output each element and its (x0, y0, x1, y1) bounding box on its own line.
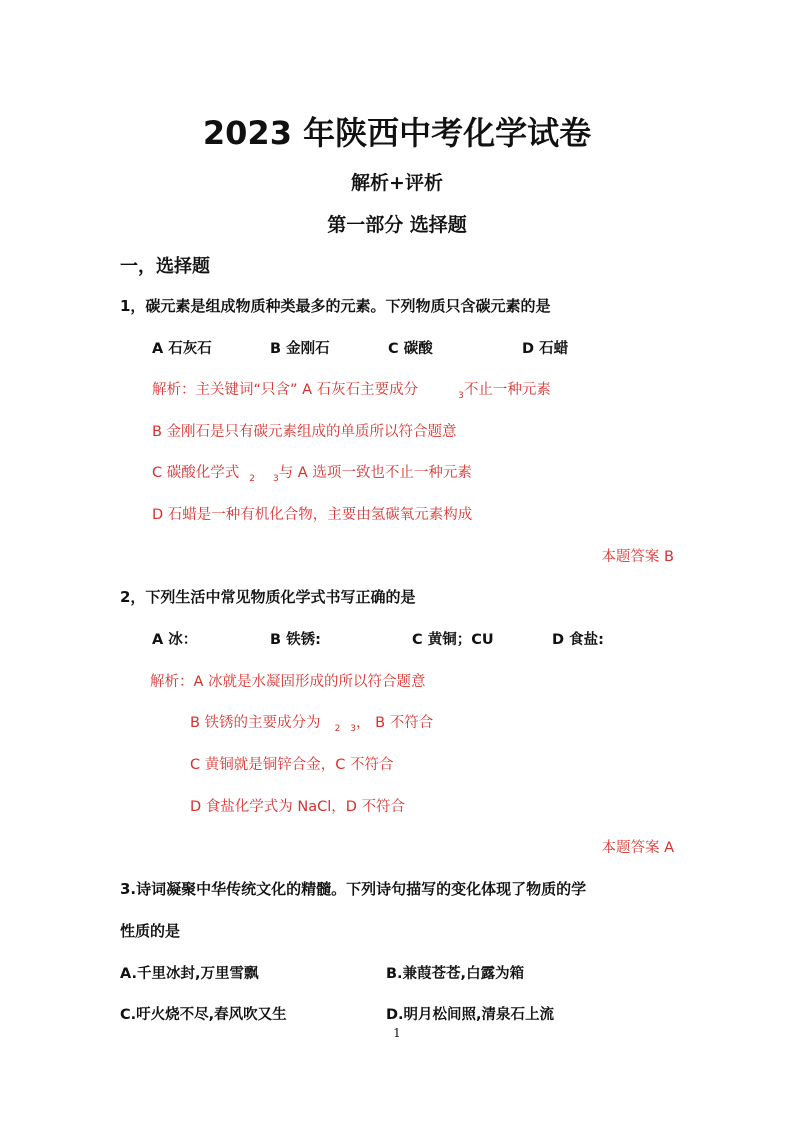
question-1-stem: 1，碳元素是组成物质种类最多的元素。下列物质只含碳元素的是 (120, 297, 551, 315)
question-3-option-c: C.吁火烧不尽,春风吹又生 (120, 1007, 287, 1023)
subscript-2: 2 (249, 474, 255, 484)
analysis-text: B 铁锈的主要成分为 (190, 715, 321, 731)
document-title: 2023 年陕西中考化学试卷 (202, 114, 592, 152)
question-2-analysis-line-1: 解析：A 冰就是水凝固形成的所以符合题意 (150, 674, 426, 690)
subscript-3: 3 (272, 474, 279, 484)
question-1-option-d: D 石蜡 (522, 341, 569, 357)
document-subtitle: 解析+评析 (351, 172, 443, 194)
analysis-text: 解析：主关键词“只含” A 石灰石主要成分 (152, 382, 419, 398)
question-1-analysis-line-1 (152, 378, 551, 399)
question-2-option-c: C 黄铜；CU (412, 632, 494, 648)
question-2-option-a: A 冰： (152, 632, 198, 648)
section-heading: 一，选择题 (120, 256, 210, 277)
question-2-option-b: B 铁锈: (270, 632, 321, 648)
question-1-answer: 本题答案 B (601, 549, 674, 565)
question-3-option-a: A.千里冰封,万里雪飘 (120, 966, 259, 982)
question-2-analysis-line-4: D 食盐化学式为 NaCl，D 不符合 (190, 799, 406, 815)
question-1-option-b: B 金刚石 (270, 341, 330, 357)
subscript-3: 3 (350, 724, 357, 734)
question-1-option-a: A 石灰石 (152, 341, 212, 357)
question-1-analysis-line-4: D 石蜡是一种有机化合物，主要由氢碳氧元素构成 (152, 507, 473, 523)
question-1-option-c: C 碳酸 (388, 341, 433, 357)
question-2-option-d: D 食盐: (552, 632, 604, 648)
question-3-stem-line-2: 性质的是 (120, 922, 181, 940)
question-1-analysis-line-2: B 金刚石是只有碳元素组成的单质所以符合题意 (152, 424, 457, 440)
analysis-text: ， B 不符合 (356, 715, 434, 731)
analysis-text: C 碳酸化学式 (152, 465, 240, 481)
page-number: 1 (393, 1026, 401, 1040)
question-3-option-d: D.明月松间照,清泉石上流 (386, 1007, 555, 1023)
analysis-text: 与 A 选项一致也不止一种元素 (278, 465, 472, 481)
question-2-stem: 2，下列生活中常见物质化学式书写正确的是 (120, 588, 416, 606)
analysis-text: 不止一种元素 (463, 382, 551, 398)
question-3-option-b: B.兼葭苍苍,白露为箱 (386, 966, 525, 982)
question-2-answer: 本题答案 A (601, 840, 674, 856)
question-3-stem-line-1: 3.诗词凝聚中华传统文化的精髓。下列诗句描写的变化体现了物质的学 (120, 880, 587, 898)
question-2-analysis-line-3: C 黄铜就是铜锌合金，C 不符合 (190, 757, 394, 773)
subscript-3: 3 (458, 391, 464, 401)
question-1-analysis-line-3 (152, 461, 472, 482)
part-title: 第一部分 选择题 (327, 214, 467, 236)
question-2-analysis-line-2 (190, 711, 433, 732)
subscript-2: 2 (334, 724, 341, 734)
